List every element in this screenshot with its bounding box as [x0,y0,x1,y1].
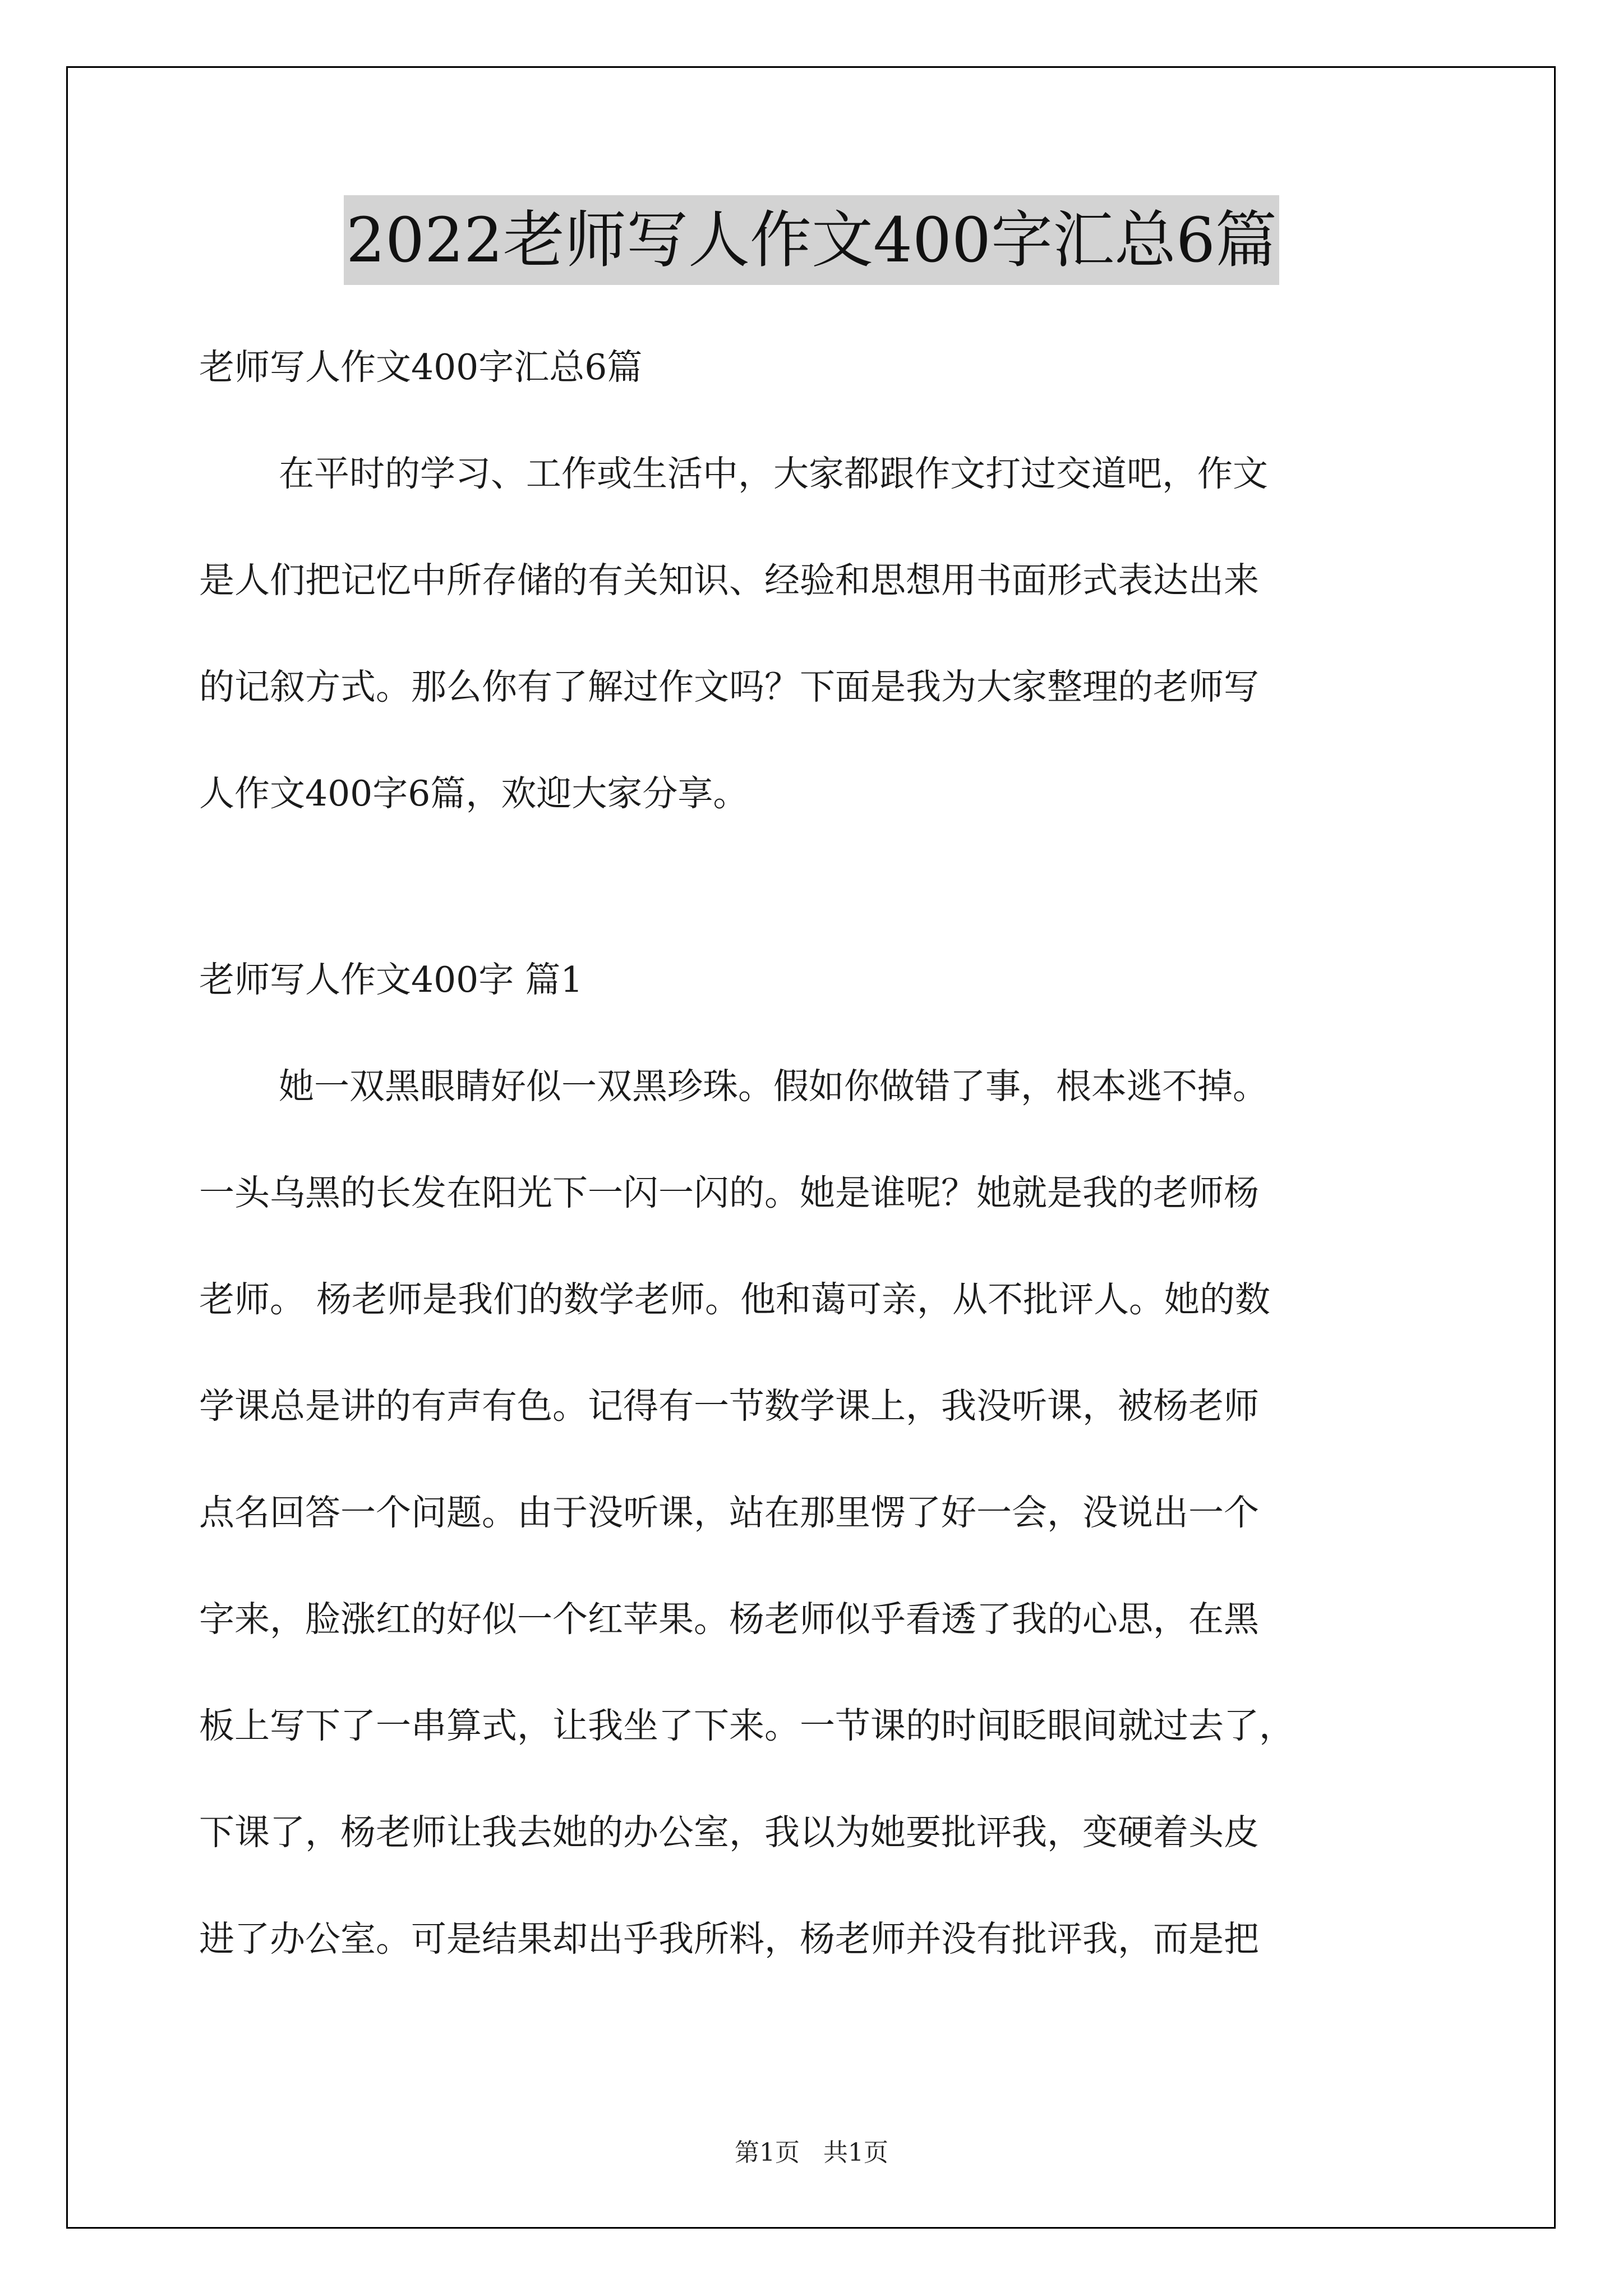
section1-line: 她一双黑眼睛好似一双黑珍珠。假如你做错了事，根本逃不掉。 [279,1066,1268,1107]
intro-line: 在平时的学习、工作或生活中，大家都跟作文打过交道吧，作文 [279,453,1268,494]
intro-line: 是人们把记忆中所存储的有关知识、经验和思想用书面形式表达出来 [199,560,1259,601]
document-title: 2022老师写人作文400字汇总6篇 [344,195,1279,285]
page-footer: 第1页 共1页 [735,2138,888,2167]
intro-heading: 老师写人作文400字汇总6篇 [199,347,643,388]
section1-line: 进了办公室。可是结果却出乎我所料，杨老师并没有批评我，而是把 [199,1918,1259,1959]
section1-line: 点名回答一个问题。由于没听课，站在那里愣了好一会，没说出一个 [199,1492,1259,1533]
section1-line: 下课了，杨老师让我去她的办公室，我以为她要批评我，变硬着头皮 [199,1812,1259,1853]
section1-line: 字来，脸涨红的好似一个红苹果。杨老师似乎看透了我的心思，在黑 [199,1599,1259,1640]
section-gap [199,847,1433,927]
intro-line: 的记叙方式。那么你有了解过作文吗？下面是我为大家整理的老师写 [199,666,1259,707]
document-body [199,314,1433,1993]
intro-line: 人作文400字6篇，欢迎大家分享。 [199,773,749,814]
section1-line: 老师。 杨老师是我们的数学老师。他和蔼可亲，从不批评人。她的数 [199,1279,1271,1320]
section1-line: 一头乌黑的长发在阳光下一闪一闪的。她是谁呢？她就是我的老师杨 [199,1172,1259,1213]
section1-heading: 老师写人作文400字 篇1 [199,959,583,1000]
title-area [0,195,1623,285]
section1-line: 板上写下了一串算式，让我坐了下来。一节课的时间眨眼间就过去了， [199,1705,1294,1746]
section1-line: 学课总是讲的有声有色。记得有一节数学课上，我没听课，被杨老师 [199,1386,1259,1427]
